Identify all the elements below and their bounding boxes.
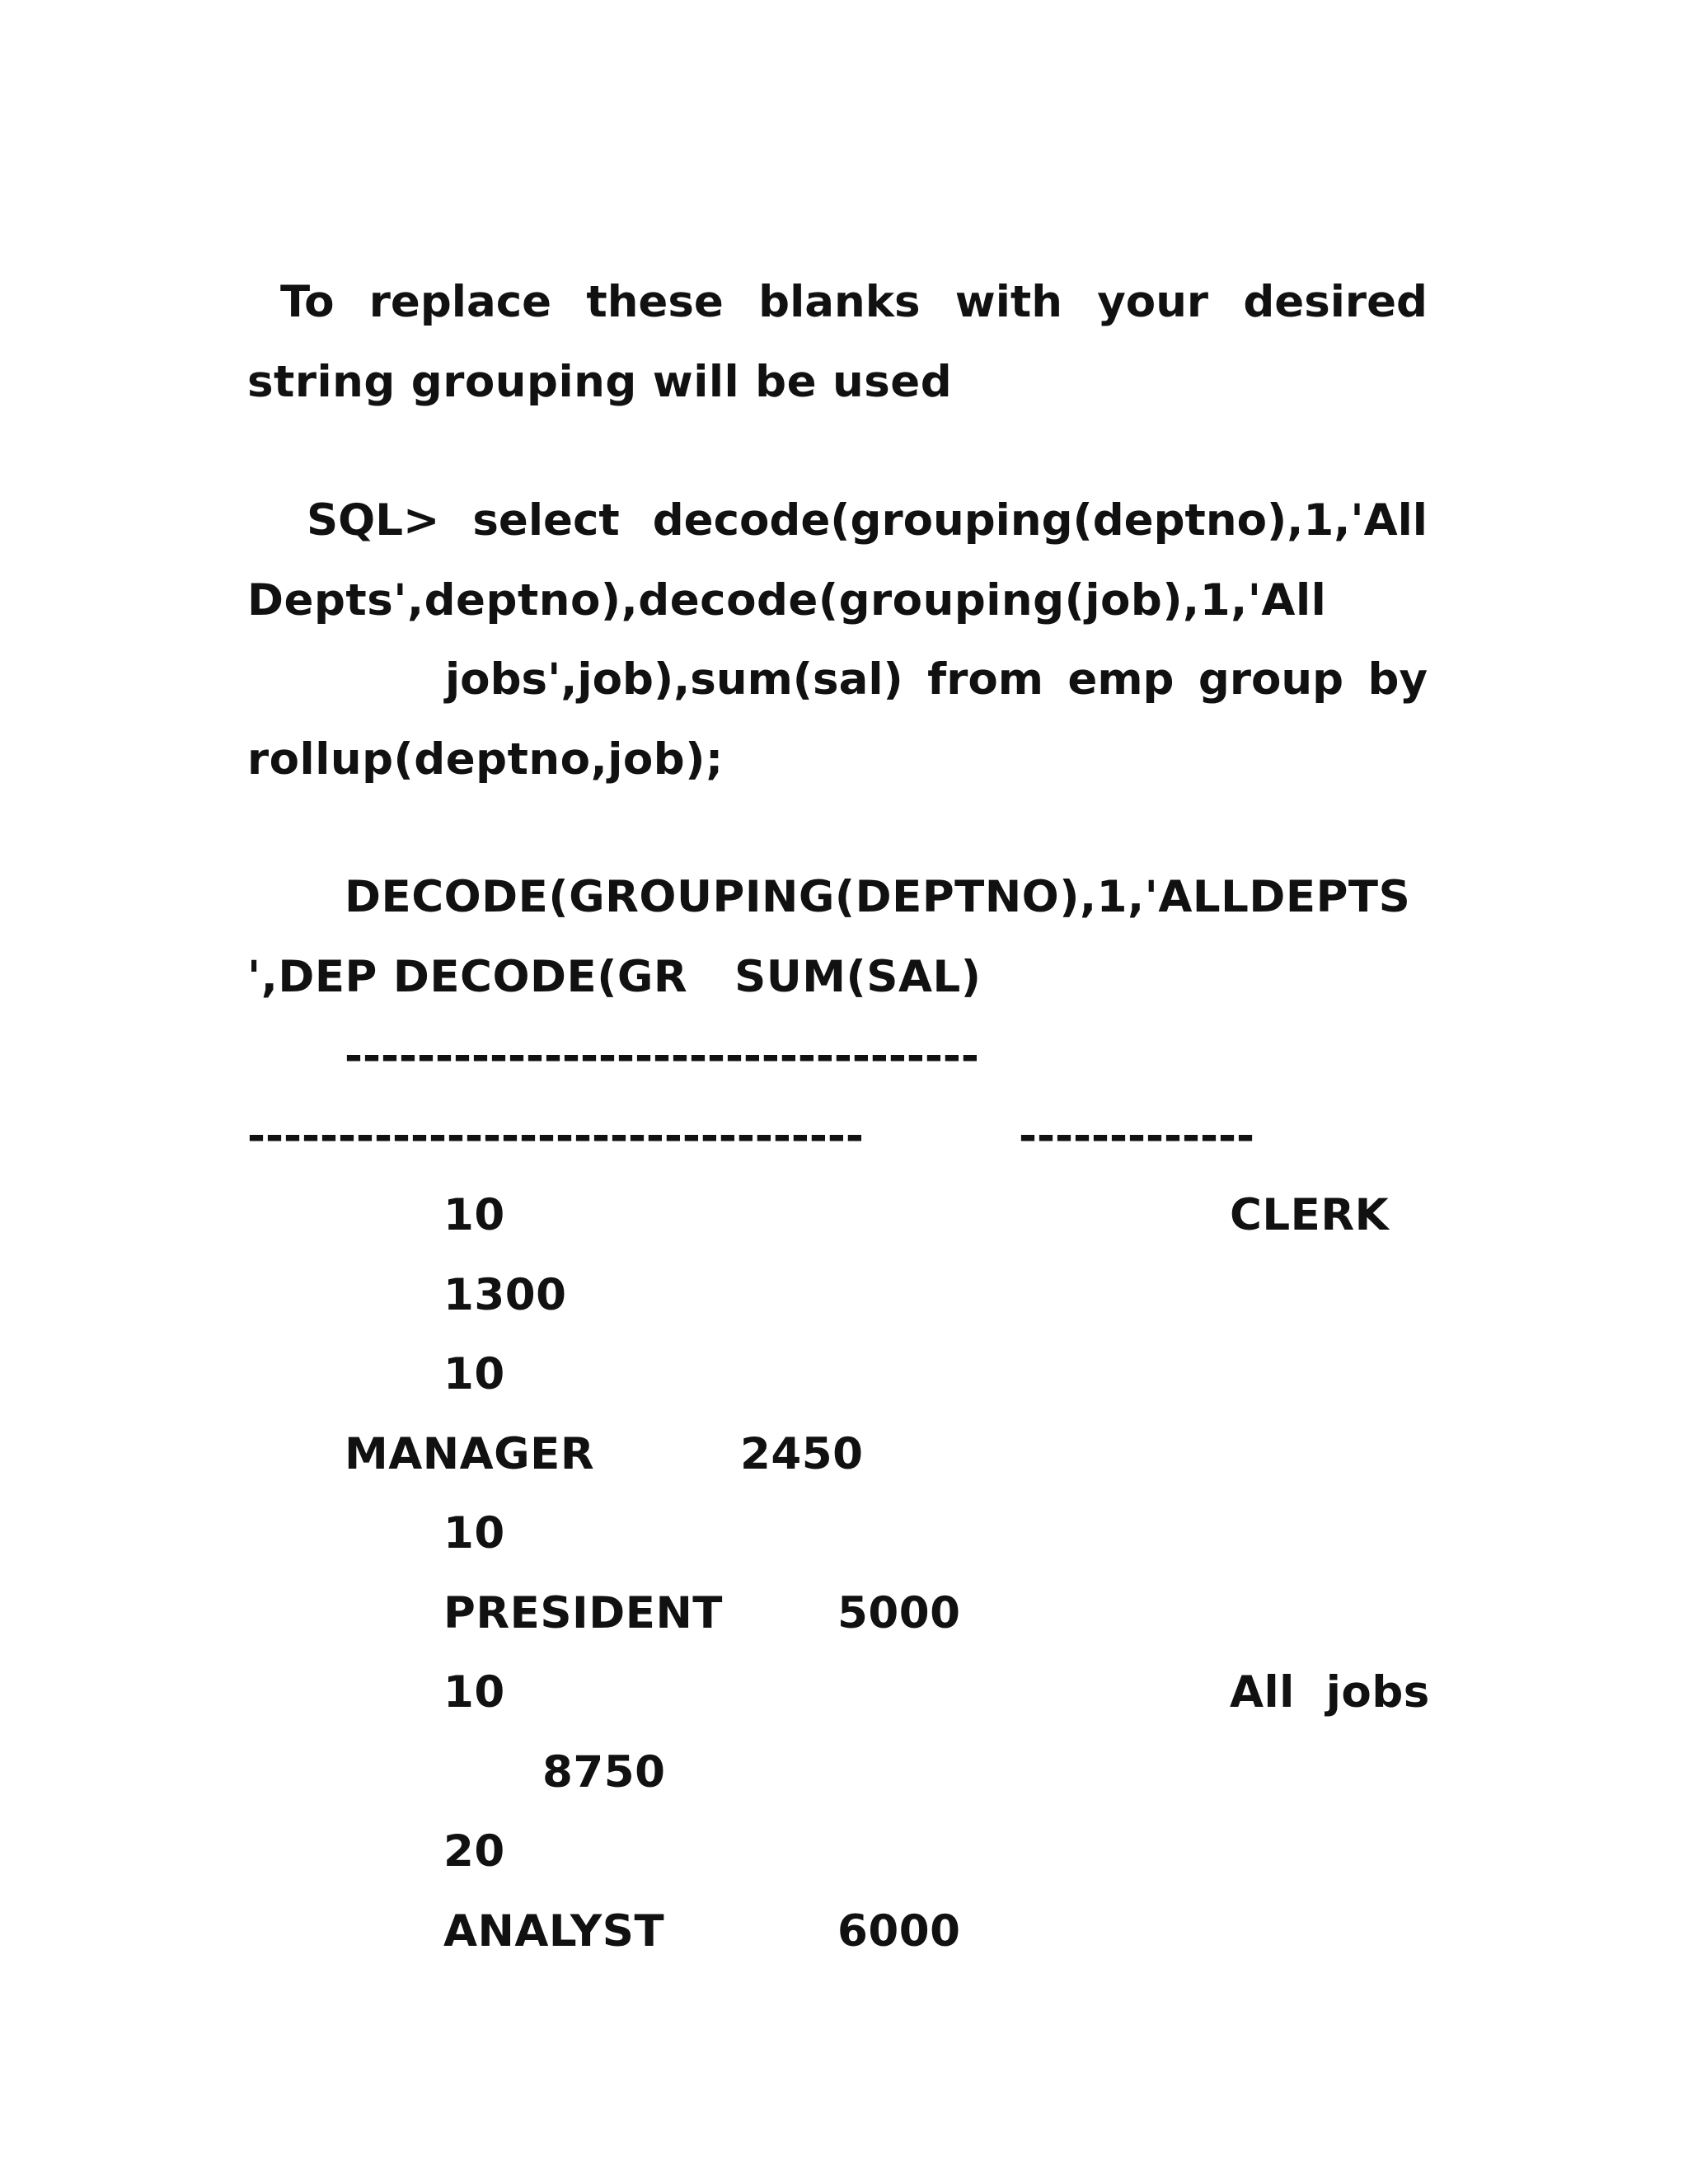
- row-sal: 5000: [837, 1588, 961, 1638]
- query-word: select: [472, 495, 620, 546]
- row-dept: 10: [443, 1190, 505, 1240]
- query-word: SQL>: [307, 495, 440, 546]
- row-job: MANAGER: [345, 1429, 595, 1479]
- intro-line-1: [280, 276, 1428, 329]
- row-sal: 8750: [542, 1747, 666, 1797]
- row-job: All jobs: [1230, 1667, 1430, 1718]
- intro-line-2: string grouping will be used: [247, 357, 953, 407]
- intro-word: these: [586, 277, 724, 327]
- result-header-line-1: DECODE(GROUPING(DEPTNO),1,'ALLDEPTS: [345, 872, 1411, 922]
- row-dept: 10: [443, 1667, 505, 1718]
- intro-word: desired: [1243, 277, 1428, 327]
- row-sal: 2450: [740, 1429, 864, 1479]
- intro-word: replace: [368, 277, 552, 327]
- separator-line-2a: ----------------------------------: [247, 1111, 864, 1161]
- query-word: by: [1367, 654, 1428, 705]
- intro-word: with: [954, 277, 1062, 327]
- query-word: emp: [1067, 654, 1175, 705]
- query-word: decode(grouping(deptno),1,'All: [652, 495, 1428, 546]
- separator-line-2b: -------------: [1019, 1111, 1254, 1161]
- intro-word: blanks: [758, 277, 921, 327]
- row-sal: 1300: [443, 1270, 567, 1320]
- query-word: from: [927, 654, 1043, 705]
- query-line-3: [445, 654, 1428, 706]
- intro-word: your: [1097, 277, 1209, 327]
- intro-word: To: [280, 277, 335, 327]
- row-dept: 20: [443, 1826, 505, 1877]
- query-word: group: [1198, 654, 1344, 705]
- row-sal: 6000: [837, 1906, 961, 1957]
- row-job: ANALYST: [443, 1906, 665, 1957]
- result-header-line-2: ',DEP DECODE(GR SUM(SAL): [247, 952, 982, 1002]
- row-job: PRESIDENT: [443, 1588, 723, 1638]
- query-word: jobs',job),sum(sal): [445, 654, 903, 705]
- row-job: CLERK: [1230, 1190, 1390, 1240]
- query-line-4: rollup(deptno,job);: [247, 734, 724, 785]
- row-dept: 10: [443, 1349, 505, 1399]
- separator-line-1: -----------------------------------: [345, 1031, 979, 1081]
- query-line-1: [307, 494, 1428, 547]
- row-dept: 10: [443, 1508, 505, 1558]
- query-line-2: Depts',deptno),decode(grouping(job),1,'All: [247, 575, 1327, 626]
